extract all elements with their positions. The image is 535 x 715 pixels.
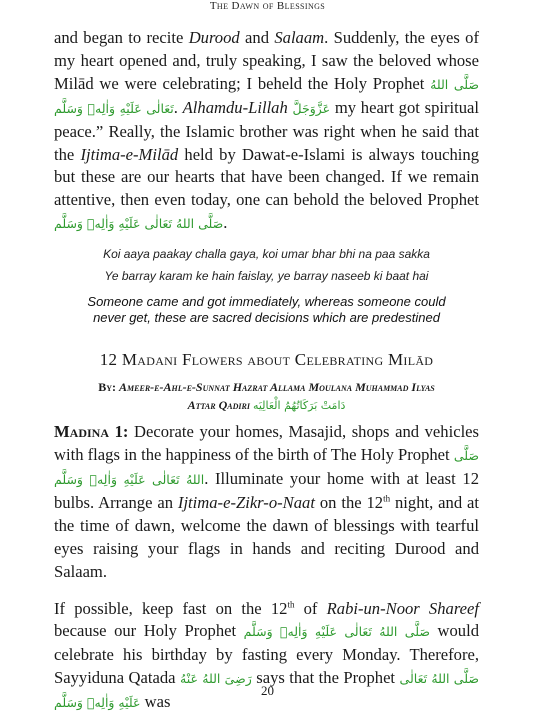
radi-allahu-anhu-arabic: رَضِىَ اللهُ عَنْهُ [180, 671, 252, 686]
verse-translation [54, 294, 479, 326]
page-number: 20 [0, 683, 535, 699]
madina-label: Madina 1: [54, 422, 128, 441]
section-heading: 12 Madani Flowers about Celebrating Milād [54, 350, 479, 370]
text: was [141, 692, 171, 711]
paragraph-narration [54, 27, 479, 236]
text: held by Dawat-e-Islami is always touching but these are our hearts that have been changed. If we remain attentive, then even today, one can behold the beloved Prophet [54, 145, 479, 210]
text: my heart got spiritual peace.” Really, the Islamic brother was right when he said that the [54, 98, 479, 164]
salutation-arabic: صَلَّى اللهُ تَعَالٰى عَلَيْهِ وَاٰلِهٖ وَسَلَّم [54, 77, 479, 116]
page-body [54, 27, 479, 715]
running-header: The Dawn of Blessings [0, 0, 535, 12]
madina-1-paragraph [54, 421, 479, 583]
ordinal-suffix: th [383, 493, 390, 503]
term-ijtima-zikr: Ijtima-e-Zikr-o-Naat [178, 493, 315, 512]
verse-line-2: Ye barray karam ke hain faislay, ye barray naseeb ki baat hai [54, 266, 479, 286]
text: and began to recite [54, 28, 189, 47]
text: would celebrate his birthday by fasting every Monday. Therefore, Sayyiduna Qatada [54, 621, 479, 687]
text: If possible, keep fast on the 12 [54, 599, 287, 618]
text: Decorate your homes, Masajid, shops and vehicles with flags in the happiness of the birth of The Holy Prophet [54, 422, 479, 464]
salutation-arabic: صَلَّى اللهُ تَعَالٰى عَلَيْهِ وَاٰلِهٖ وَسَلَّم [244, 624, 430, 639]
azzawajal-arabic: عَزَّوَجَلَّ [293, 101, 331, 116]
verse-line-1: Koi aaya paakay challa gaya, koi umar bhar bhi na paa sakka [54, 244, 479, 264]
term-ijtima-milad: Ijtima-e-Milād [80, 145, 178, 164]
term-salaam: Salaam [274, 28, 324, 47]
salutation-arabic: صَلَّى اللهُ تَعَالٰى عَلَيْهِ وَاٰلِهٖ وَسَلَّم [54, 671, 479, 710]
text: . Suddenly, the eyes of my heart opened and, truly speaking, I saw the beloved whose Milād we were celebrating; I beheld the Holy Prophet [54, 28, 479, 93]
text: and [240, 28, 275, 47]
text: . [174, 98, 183, 117]
salutation-arabic: صَلَّى اللهُ تَعَالٰى عَلَيْهِ وَاٰلِهٖ وَسَلَّم [54, 216, 223, 231]
term-durood: Durood [189, 28, 240, 47]
text: says that the Prophet [252, 668, 400, 687]
text: because our Holy Prophet [54, 621, 244, 640]
translation-line-1: Someone came and got immediately, whereas someone could [87, 294, 445, 309]
by-label: By: [98, 380, 116, 394]
author-dua-arabic: دَامَتْ بَرَكَاتُهُمُ الْعَالِيَه [253, 399, 345, 412]
ordinal-suffix: th [287, 599, 294, 609]
salutation-arabic: صَلَّى اللهُ تَعَالٰى عَلَيْهِ وَاٰلِهٖ وَسَلَّم [54, 448, 479, 487]
text: . [223, 213, 227, 232]
author-byline [54, 378, 479, 415]
term-rabi-un-noor: Rabi-un-Noor Shareef [327, 599, 479, 618]
text: on the 12 [315, 493, 383, 512]
text: night, and at the time of dawn, welcome the dawn of blessings with tearful eyes raising your flags in hands and reciting Durood and Salaam. [54, 493, 479, 581]
translation-line-2: never get, these are sacred decisions which are predestined [93, 310, 440, 325]
text: of [294, 599, 326, 618]
term-alhamdulillah: Alhamdu-Lillah [183, 98, 288, 117]
author-name-line1: Ameer-e-Ahl-e-Sunnat Hazrat Allama Moulana Muhammad Ilyas [119, 380, 435, 394]
author-name-line2: Attar Qadiri [188, 398, 250, 412]
text: . Illuminate your home with at least 12 bulbs. Arrange an [54, 469, 479, 512]
